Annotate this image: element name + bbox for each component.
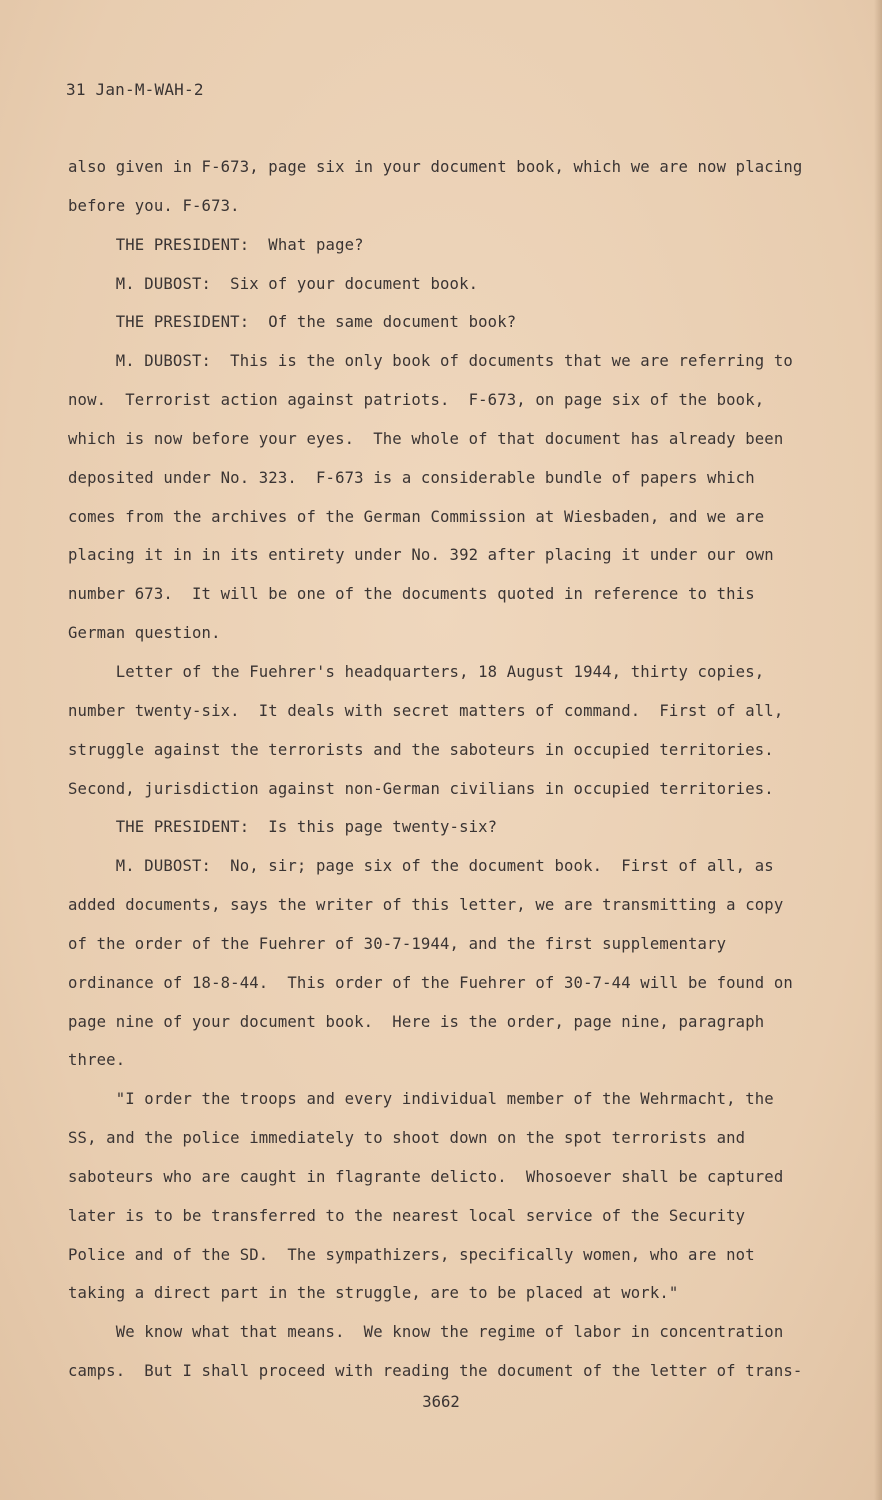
text-line: taking a direct part in the struggle, are to be placed at work." (68, 1284, 679, 1303)
text-line: three. (68, 1051, 126, 1070)
text-line: Police and of the SD. The sympathizers, specifically women, who are not (68, 1245, 755, 1264)
text-line: Second, jurisdiction against non-German civilians in occupied territories. (68, 779, 774, 798)
text-line: ordinance of 18-8-44. This order of the Fuehrer of 30-7-44 will be found on (68, 973, 793, 992)
text-line: now. Terrorist action against patriots. F-673, on page six of the book, (68, 391, 765, 410)
text-line: number twenty-six. It deals with secret matters of command. First of all, (68, 701, 784, 720)
text-line: M. DUBOST: This is the only book of documents that we are referring to (68, 352, 793, 371)
text-line: saboteurs who are caught in flagrante delicto. Whosoever shall be captured (68, 1167, 784, 1186)
text-line: SS, and the police immediately to shoot down on the spot terrorists and (68, 1129, 746, 1148)
text-line: THE PRESIDENT: Of the same document book? (68, 313, 517, 332)
text-line: THE PRESIDENT: Is this page twenty-six? (68, 818, 498, 837)
text-line: later is to be transferred to the nearest local service of the Security (68, 1206, 746, 1225)
text-line: page nine of your document book. Here is the order, page nine, paragraph (68, 1012, 765, 1031)
text-line: comes from the archives of the German Commission at Wiesbaden, and we are (68, 507, 765, 526)
text-line: "I order the troops and every individual member of the Wehrmacht, the (68, 1090, 774, 1109)
text-line: M. DUBOST: Six of your document book. (68, 274, 479, 293)
text-line: M. DUBOST: No, sir; page six of the document book. First of all, as (68, 857, 774, 876)
text-line: German question. (68, 624, 221, 643)
text-line: added documents, says the writer of this letter, we are transmitting a copy (68, 896, 784, 915)
text-line: before you. F-673. (68, 196, 240, 215)
text-line: struggle against the terrorists and the saboteurs in occupied territories. (68, 740, 774, 759)
text-line: of the order of the Fuehrer of 30-7-1944, and the first supplementary (68, 934, 727, 953)
text-line: number 673. It will be one of the documents quoted in reference to this (68, 585, 755, 604)
page-number: 3662 (422, 1393, 460, 1411)
page-edge-shadow (874, 0, 882, 1500)
text-line: Letter of the Fuehrer's headquarters, 18 August 1944, thirty copies, (68, 662, 765, 681)
text-line: We know what that means. We know the regime of labor in concentration (68, 1323, 784, 1342)
text-line: also given in F-673, page six in your document book, which we are now placing (68, 158, 803, 176)
transcript-body (68, 148, 818, 1391)
text-line: camps. But I shall proceed with reading the document of the letter of trans- (68, 1362, 803, 1381)
text-line: THE PRESIDENT: What page? (68, 235, 364, 254)
text-line: which is now before your eyes. The whole of that document has already been (68, 429, 784, 448)
document-reference-header: 31 Jan-M-WAH-2 (66, 80, 204, 99)
text-line: placing it in in its entirety under No. 392 after placing it under our own (68, 546, 774, 565)
text-line: deposited under No. 323. F-673 is a considerable bundle of papers which (68, 468, 755, 487)
